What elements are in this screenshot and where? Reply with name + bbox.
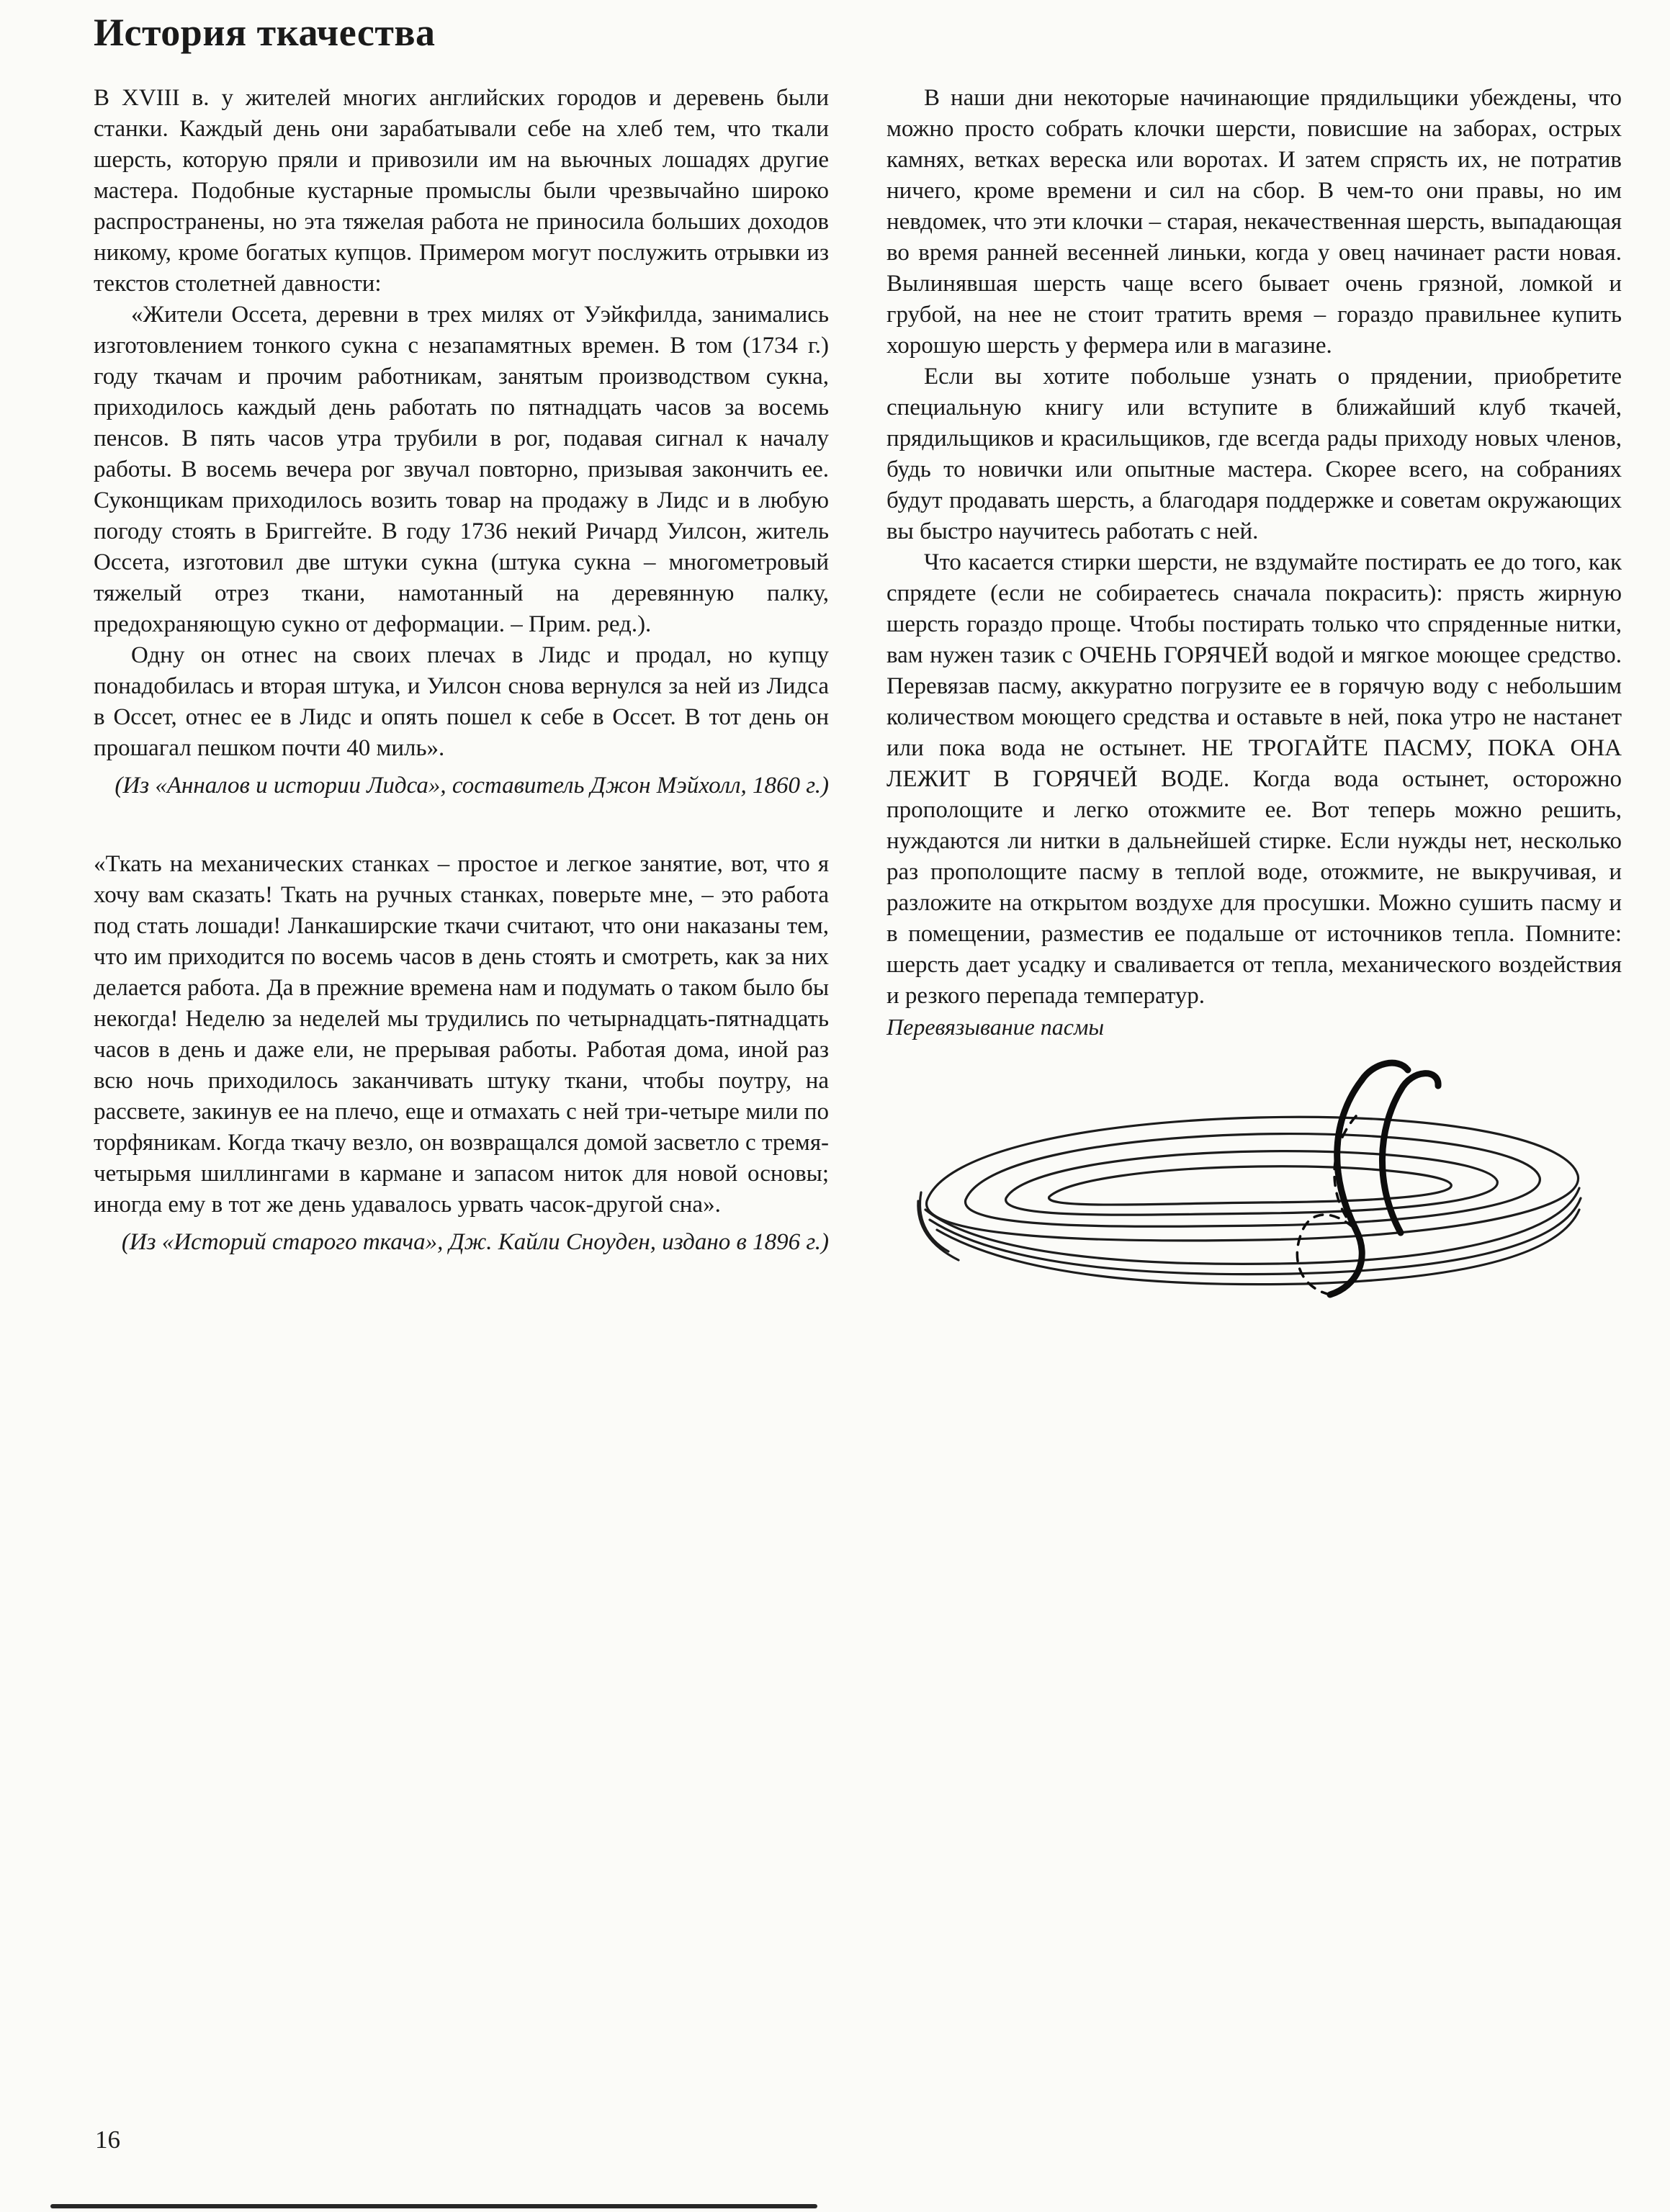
tied-yarn-skein-illustration [897,1048,1617,1336]
paragraph: Если вы хотите побольше узнать о прядении, приобретите специальную книгу или вступите в ближайший клуб ткачей, прядильщиков и красильщиков, где всегда рады приходу новых членов, будь то новички или опытные мастера. Скорее всего, на собраниях будут продавать шерсть, а благодаря поддержке и советам окружающих вы быстро научитесь работать с ней. [886,364,1622,545]
left-column [94,83,829,1345]
paragraph: В XVIII в. у жителей многих английских городов и деревень были станки. Каждый день они зарабатывали себе на хлеб тем, что ткали шерсть, которую пряли и привозили им на вьючных лошадях другие мастера. Подобные кустарные промыслы были чрезвычайно широко распространены, но эта тяжелая работа не приносила больших доходов никому, кроме богатых купцов. Примером могут послужить отрывки из текстов столетней давности: [94,85,829,297]
paragraph: «Жители Оссета, деревни в трех милях от Уэйкфилда, занимались изготовлением тонкого сукна с незапамятных времен. В том (1734 г.) году ткачам и прочим работникам, занятым производством сукна, приходилось каждый день работать по пятнадцать часов за восемь пенсов. В пять часов утра трубили в рог, подавая сигнал к началу работы. В восемь вечера рог звучал повторно, призывая закончить ее. Суконщикам приходилось возить товар на продажу в Лидс и в любую погоду стоять в Бриггейте. В году 1736 некий Ричард Уилсон, житель Оссета, изготовил две штуки сукна (штука сукна – многометровый тяжелый отрез ткани, намотанный на деревянную палку, предохраняющую сукно от деформации. – Прим. ред.). [94,302,829,638]
paragraph: Одну он отнес на своих плечах в Лидс и продал, но купцу понадобилась и вторая штука, и Уилсон снова вернулся за ней из Лидса в Оссет, отнес ее в Лидс и опять пошел к себе в Оссет. В тот день он прошагал пешком почти 40 миль». [94,642,829,762]
two-column-layout [94,83,1622,1345]
page-number: 16 [95,2126,120,2154]
quote-attribution: (Из «Историй старого ткача», Дж. Кайли Сноуден, издано в 1896 г.) [121,1229,829,1256]
paragraph: Что касается стирки шерсти, не вздумайте постирать ее до того, как спрядете (если не собираетесь сначала покрасить): прясть жирную шерсть гораздо проще. Чтобы постирать только что спряденные нитки, вам нужен тазик с ОЧЕНЬ ГОРЯЧЕЙ водой и мягкое моющее средство. Перевязав пасму, аккуратно погрузите ее в горячую воду с небольшим количеством моющего средства и оставьте в ней, пока утро не настанет или пока вода не остынет. НЕ ТРОГАЙТЕ ПАСМУ, ПОКА ОНА ЛЕЖИТ В ГОРЯЧЕЙ ВОДЕ. Когда вода остынет, осторожно прополощите и легко отожмите ее. Вот теперь можно решить, нуждаются ли нитки в дальнейшей стирке. Если нужды нет, несколько раз прополощите пасму в теплой воде, отожмите, не выкручивая, и разложите на открытом воздухе для просушки. Можно сушить пасму и в помещении, разместив ее подальше от источников тепла. Помните: шерсть дает усадку и сваливается от тепла, механического воздействия и резкого перепада температур. [886,549,1622,1010]
quote-attribution: (Из «Анналов и истории Лидса», составитель Джон Мэйхолл, 1860 г.) [115,773,829,799]
scan-artifact-line [50,2204,817,2208]
figure [897,1048,1622,1345]
book-page [94,12,1622,1345]
page-title: История ткачества [94,11,436,54]
paragraph: «Ткать на механических станках – простое и легкое занятие, вот, что я хочу вам сказать! Ткать на ручных станках, поверьте мне, – это работа под стать лошади! Ланкаширские ткачи считают, что они наказаны тем, что им приходится по восемь часов в день стоять и смотреть, как за них делается работа. Да в прежние времена нам и подумать о таком было бы некогда! Неделю за неделей мы трудились по четырнадцать-пятнадцать часов в день и даже ели, не прерывая работы. Работая дома, иной раз всю ночь приходилось заканчивать штуку ткани, чтобы поутру, на рассвете, закинув ее на плечо, еще и отмахать с ней три-четыре мили по торфяникам. Когда ткачу везло, он возвращался домой засветло с тремя-четырьмя шиллингами в кармане и запасом ниток для новой основы; иногда ему в тот же день удавалось урвать часок-другой сна». [94,851,829,1218]
right-column [886,83,1622,1345]
paragraph: В наши дни некоторые начинающие прядильщики убеждены, что можно просто собрать клочки шерсти, повисшие на заборах, острых камнях, ветках вереска или воротах. И затем спрясть их, не потратив ничего, кроме времени и сил на сбор. В чем-то они правы, но им невдомек, что эти клочки – старая, некачественная шерсть, выпадающая во время ранней весенней линьки, когда у овец начинает расти новая. Вылинявшая шерсть чаще всего бывает очень грязной, ломкой и грубой, на нее не стоит тратить время – гораздо правильнее купить хорошую шерсть у фермера или в магазине. [886,85,1622,359]
figure-caption: Перевязывание пасмы [886,1014,1105,1040]
